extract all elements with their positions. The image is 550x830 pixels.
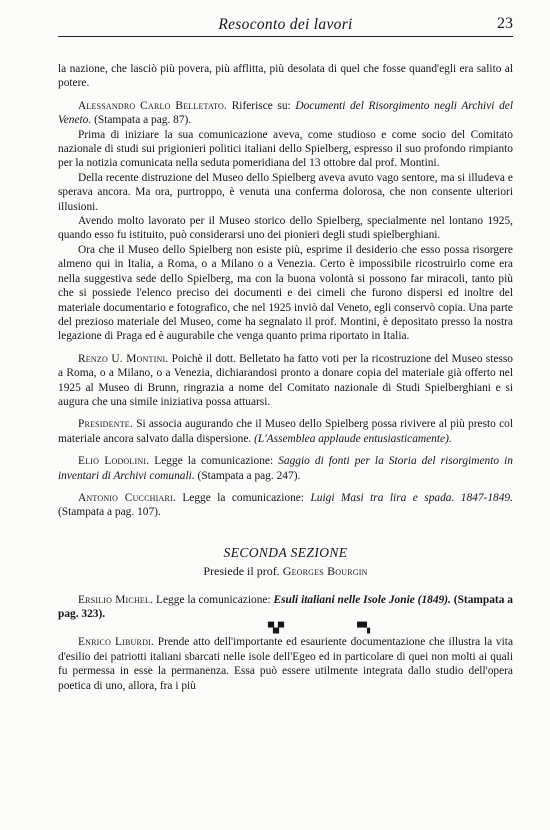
paragraph-avendo: Avendo molto lavorato per il Museo storico dello Spielberg, specialmente nel lontano 1925, quando esso fu istituito, può considerarsi uno dei pionieri degli studi spielberghiani. xyxy=(58,215,513,242)
header-title: Resoconto dei lavori xyxy=(218,16,353,33)
print-mark: ▀▄▀ xyxy=(268,623,284,635)
running-header xyxy=(58,14,513,37)
belletato-entry xyxy=(58,99,513,128)
speaker-name: Renzo U. Montini. xyxy=(78,352,169,365)
speaker-name: Elio Lodolini. xyxy=(78,455,150,468)
michel-entry xyxy=(58,593,513,622)
entry-intro: Legge la comunicazione: xyxy=(154,455,274,468)
page-body xyxy=(58,62,513,693)
section-title: SECONDA SEZIONE xyxy=(223,544,348,560)
paragraph-continuation: la nazione, che lasciò più povera, più afflitta, più desolata di quel che fosse quand'egli era salito al potere. xyxy=(58,63,513,90)
speaker-name: Presidente. xyxy=(78,418,133,431)
entry-intro: Riferisce su: xyxy=(231,99,291,112)
lodolini-entry xyxy=(58,454,513,483)
entry-intro: Legge la comunicazione: xyxy=(182,491,304,504)
section-chair xyxy=(58,564,513,578)
paragraph-prima: Prima di iniziare la sua comunicazione aveva, come studioso e come socio del Comitato nazionale di studi sui prigionieri politici italiani dello Spielberg, espresso il suo profondo rimpianto per la notizia comunicata nella seduta pomeridiana del 13 ottobre dal prof. Montini. xyxy=(58,128,513,170)
communication-title: Saggio di fonti per la Storia del risorgimento in inventari di Archivi comunali. xyxy=(58,455,513,482)
entry-text: Poichè il dott. Belletato ha fatto voti per la ricostruzione del Museo stesso a Roma, o a Milano, o a Venezia, dichiarandosi pronto a donare copia del materiale già offerto nel 1925 al Museo di Brunn, ringrazia a nome del Comitato nazionale di Studi Spielberghiani e si augura che una simile iniziativa possa attuarsi. xyxy=(58,352,513,408)
paragraph-della: Della recente distruzione del Museo dello Spielberg aveva avuto vago sentore, ma si illudeva e sperava ancora. Ma ora, purtroppo, è venuta una conferma dolorosa, che non consente ulteriori illusioni. xyxy=(58,171,513,213)
chair-prefix: Presiede il prof. xyxy=(203,564,280,579)
entry-intro: Legge la comunicazione: xyxy=(156,593,271,606)
speaker-name: Ersilio Michel. xyxy=(78,593,154,606)
montini-entry xyxy=(58,352,513,410)
speaker-name: Alessandro Carlo Belletato. xyxy=(78,99,228,112)
print-note: (Stampata a pag. 323). xyxy=(58,593,513,620)
cucchiari-entry xyxy=(58,491,513,520)
assembly-reaction: (L'Assemblea applaude entusiasticamente). xyxy=(254,432,452,445)
print-marks xyxy=(58,621,513,635)
print-mark: ▝▀▚ xyxy=(354,623,370,635)
chair-name: Georges Bourgin xyxy=(282,564,368,579)
page-number: 23 xyxy=(497,15,513,32)
presidente-entry xyxy=(58,417,513,446)
liburdi-entry xyxy=(58,635,513,693)
print-note: (Stampata a pag. 247). xyxy=(197,469,301,482)
entry-text: Si associa augurando che il Museo dello Spielberg possa rivivere al più presto col materiale ancora salvato dalla dispersione. xyxy=(58,418,513,445)
paragraph-ora: Ora che il Museo dello Spielberg non esiste più, esprime il desiderio che esso possa risorgere almeno qui in Italia, a Roma, o a Milano o a Venezia. Certo è impossibile ricostruirlo come era nella suggestiva sede dello Spielberg, ma con la buona volontà si possono far miracoli, tanto più che si possiede l'elenco preciso dei documenti e dei cimeli che furono dispersi ed inoltre del materiale documentario e fotografico, che nel 1925 inviò dal Veneto, egli conservò copia. Una parte del prezioso materiale del Museo, come ha segnalato il prof. Montini, è depositato presso la nostra legazione di Praga ed è augurabile che venga quanto prima riportato in Italia. xyxy=(58,243,513,343)
communication-title: Esuli italiani nelle Isole Jonie (1849). xyxy=(273,593,451,606)
communication-title: Documenti del Risorgimento negli Archivi del Veneto. xyxy=(58,99,513,127)
print-note: (Stampata a pag. 87). xyxy=(94,114,192,127)
print-note: (Stampata a pag. 107). xyxy=(58,506,161,519)
speaker-name: Enrico Liburdi. xyxy=(78,636,154,649)
speaker-name: Antonio Cucchiari. xyxy=(78,491,176,504)
communication-title: Luigi Masi tra lira e spada. 1847-1849. xyxy=(310,491,513,504)
entry-text: Prende atto dell'importante ed esauriente documentazione che illustra la vita d'esilio dei patriotti italiani sbarcati nelle isole dell'Egeo ed in particolare di quei non molti ai quali fu permessa in esse la permanenza. Essa può essere utilmente integrata dallo studio dell'opera poetica di uno, allora, fra i più xyxy=(58,636,513,692)
